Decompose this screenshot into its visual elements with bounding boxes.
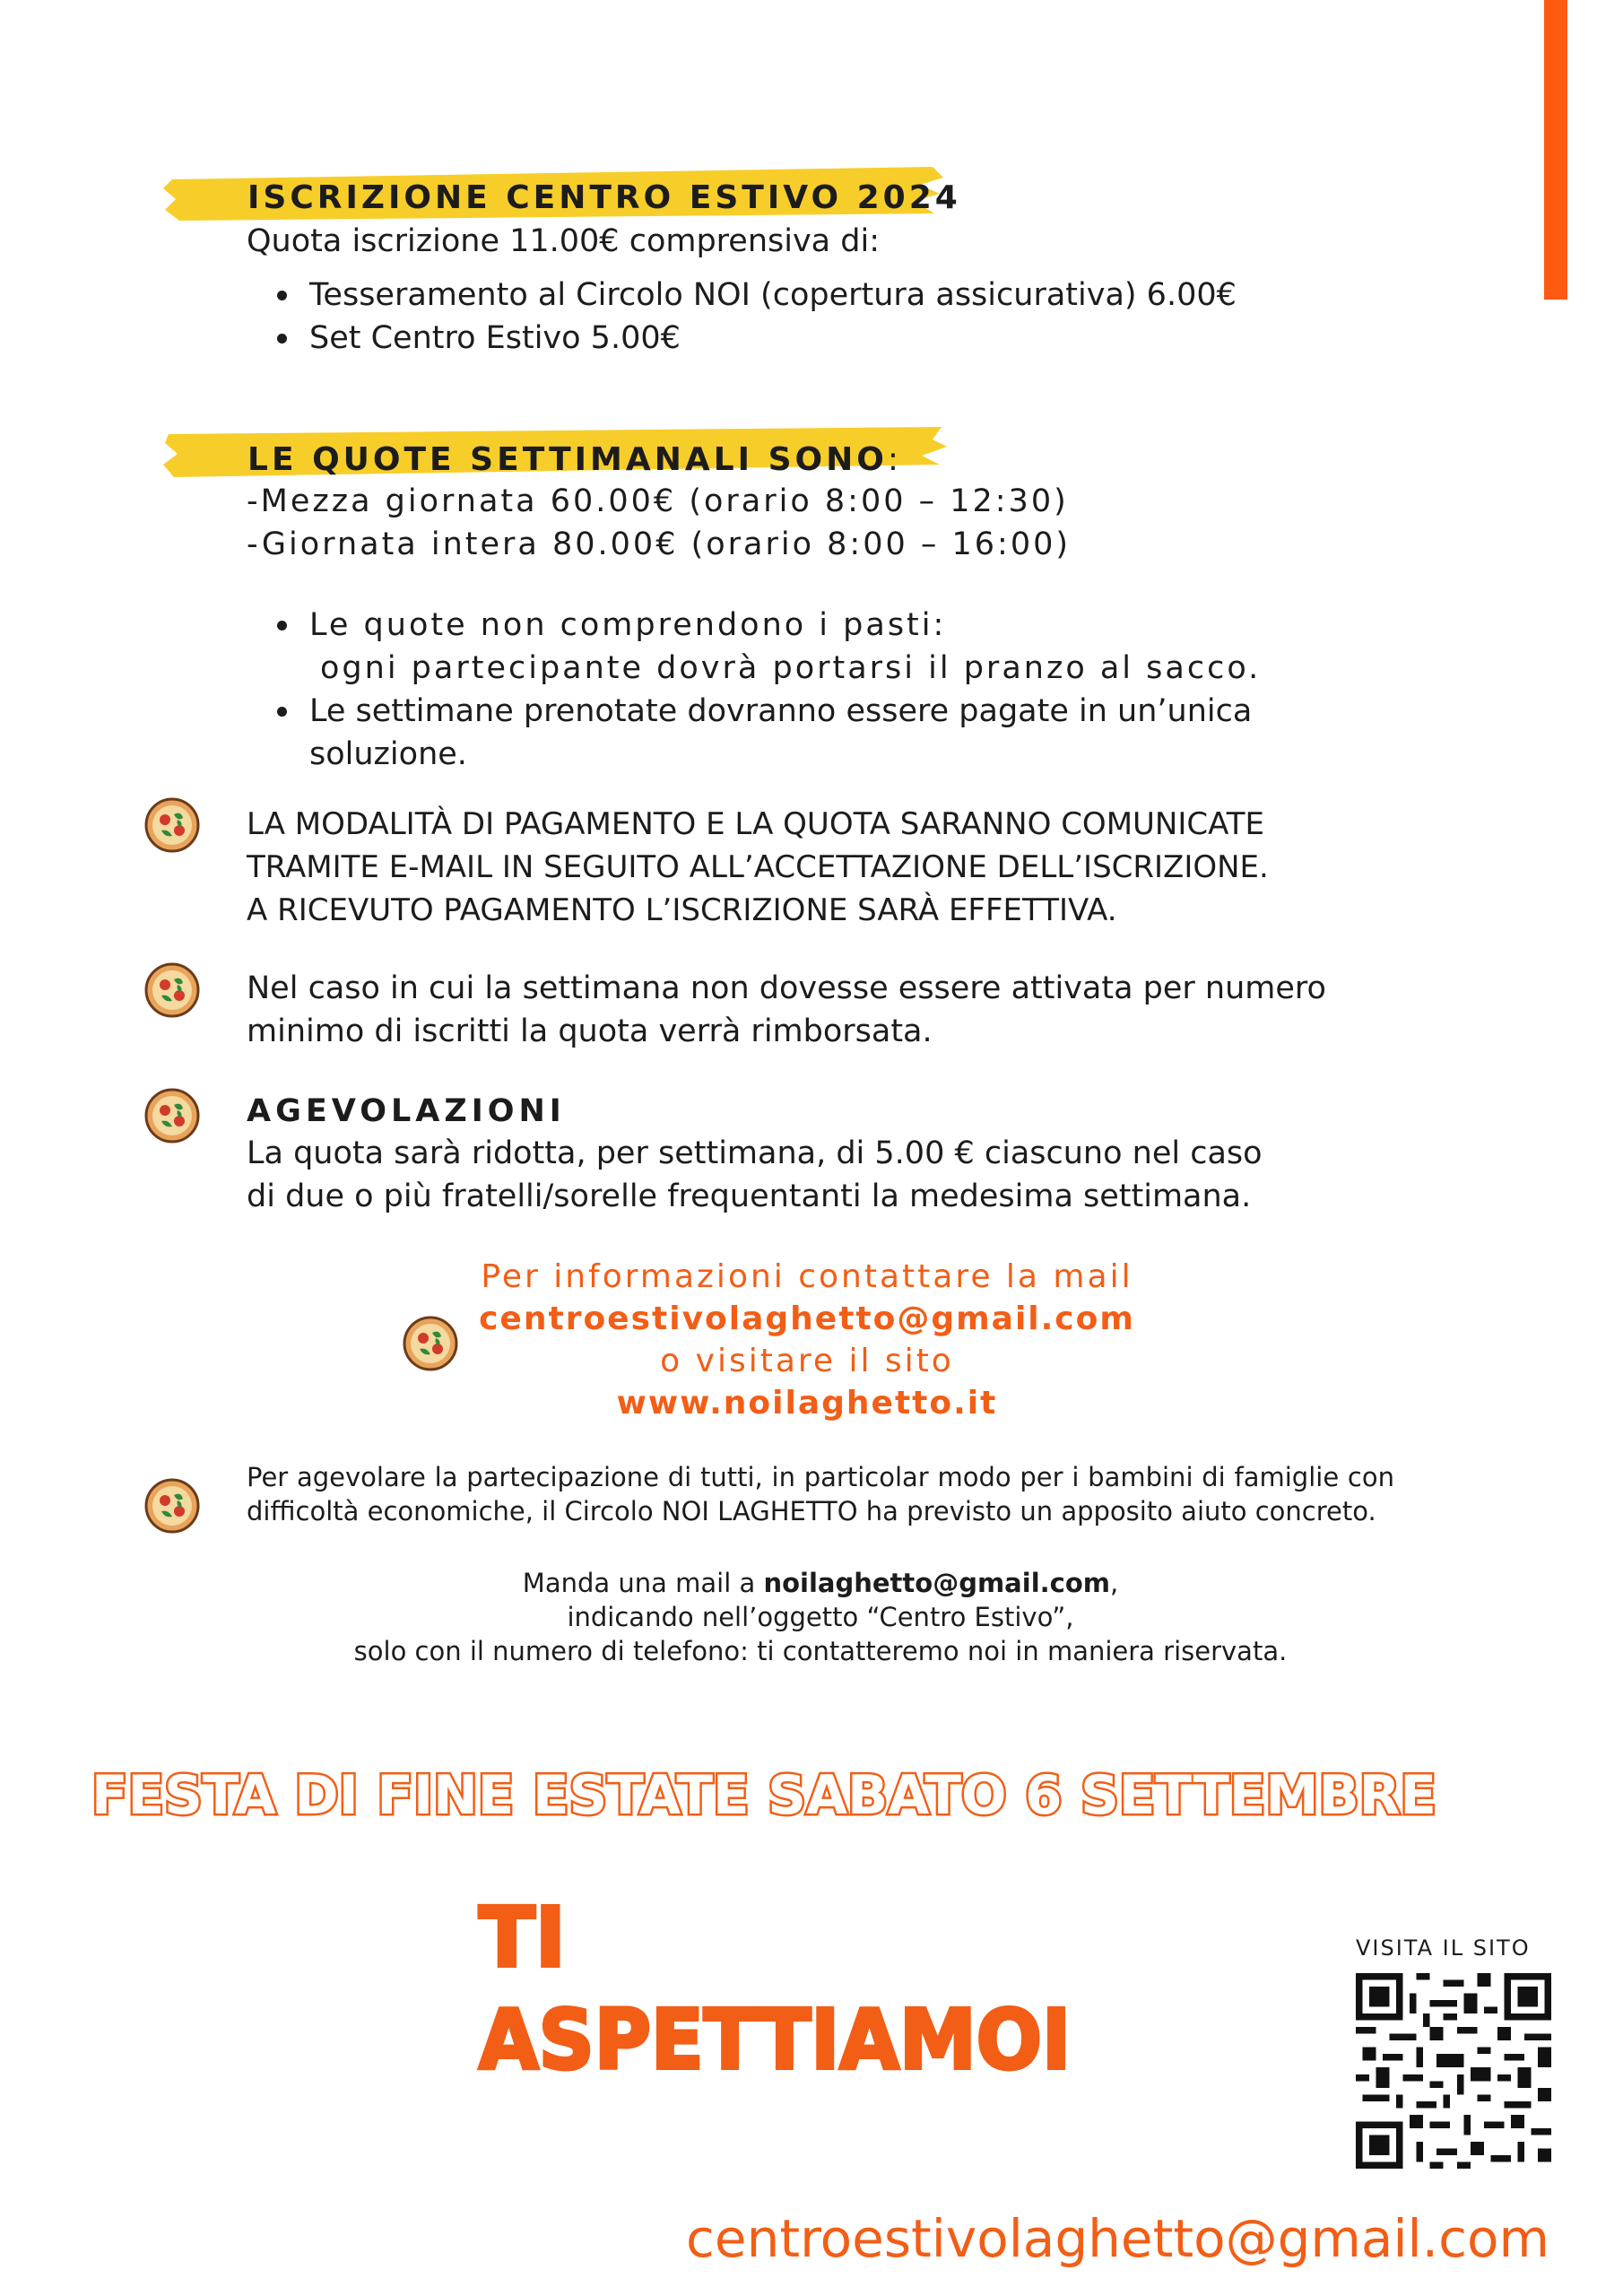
- registration-fee: Quota iscrizione 11.00€ comprensiva di:: [247, 223, 880, 259]
- list-item: Tesseramento al Circolo NOI (copertura assicurativa) 6.00€: [247, 274, 1237, 317]
- payment-line-1: LA MODALITÀ DI PAGAMENTO E LA QUOTA SARANNO COMUNICATE: [247, 806, 1264, 842]
- list-item: Set Centro Estivo 5.00€: [247, 317, 1237, 360]
- info-line-1: Per informazioni contattare la mail: [481, 1258, 1133, 1295]
- footer-email[interactable]: centroestivolaghetto@gmail.com: [686, 2208, 1549, 2269]
- bullet-icon: [277, 707, 287, 717]
- weekly-full-day: -Giornata intera 80.00€ (orario 8:00 – 16:00): [247, 526, 1072, 562]
- info-site[interactable]: www.noilaghetto.it: [616, 1385, 998, 1422]
- discounts-title: AGEVOLAZIONI: [247, 1093, 566, 1129]
- info-email[interactable]: centroestivolaghetto@gmail.com: [479, 1300, 1135, 1337]
- festa-headline: [81, 1758, 1462, 1830]
- discounts-line-1: La quota sarà ridotta, per settimana, di 5.00 € ciascuno nel caso: [247, 1135, 1263, 1171]
- pizza-icon: [143, 1087, 201, 1144]
- qr-label: VISITA IL SITO: [1356, 1935, 1531, 1961]
- list-item-continuation: soluzione.: [309, 736, 467, 772]
- weekly-half-day: -Mezza giornata 60.00€ (orario 8:00 – 12:30): [247, 483, 1069, 519]
- list-item: Le settimane prenotate dovranno essere pagate in un’unica: [247, 690, 1261, 733]
- weekly-notes: [247, 604, 1261, 776]
- support-mail-line: Manda una mail a noilaghetto@gmail.com,: [522, 1568, 1119, 1598]
- payment-line-2: TRAMITE E-MAIL IN SEGUITO ALL’ACCETTAZIONE DELL’ISCRIZIONE.: [247, 849, 1269, 885]
- qr-code-icon[interactable]: [1356, 1973, 1551, 2169]
- list-item: Le quote non comprendono i pasti:: [247, 604, 1261, 647]
- pizza-icon: [143, 796, 201, 854]
- support-phone-line: solo con il numero di telefono: ti contatteremo noi in maniera riservata.: [353, 1636, 1288, 1666]
- refund-line-2: minimo di iscritti la quota verrà rimborsata.: [247, 1013, 933, 1049]
- payment-line-3: A RICEVUTO PAGAMENTO L’ISCRIZIONE SARÀ EFFETTIVA.: [247, 892, 1117, 928]
- weekly-title: LE QUOTE SETTIMANALI SONO:: [247, 441, 902, 478]
- welcome-line-2: ASPETTIAMOI: [479, 1992, 1071, 2088]
- bullet-icon: [277, 291, 287, 300]
- festa-text: FESTA DI FINE ESTATE SABATO 6 SETTEMBRE: [91, 1764, 1436, 1827]
- support-subject-line: indicando nell’oggetto “Centro Estivo”,: [567, 1602, 1074, 1632]
- refund-line-1: Nel caso in cui la settimana non dovesse essere attivata per numero: [247, 970, 1326, 1006]
- pizza-icon: [143, 1477, 201, 1535]
- support-mail[interactable]: noilaghetto@gmail.com: [763, 1568, 1110, 1598]
- weekly-heading: [161, 420, 950, 484]
- welcome-headline: [473, 1892, 1101, 2108]
- list-item-continuation: ogni partecipante dovrà portarsi il pranzo al sacco.: [320, 650, 1262, 686]
- registration-title: ISCRIZIONE CENTRO ESTIVO 2024: [247, 179, 961, 216]
- info-line-3: o visitare il sito: [660, 1343, 954, 1379]
- accent-bar: [1544, 0, 1567, 300]
- registration-list: [247, 274, 1237, 360]
- bullet-icon: [277, 334, 287, 344]
- registration-heading: [161, 161, 961, 226]
- welcome-line-1: TI: [479, 1892, 566, 1986]
- bullet-icon: [277, 621, 287, 631]
- pizza-icon: [143, 961, 201, 1019]
- discounts-line-2: di due o più fratelli/sorelle frequentanti la medesima settimana.: [247, 1178, 1252, 1214]
- support-paragraph: Per agevolare la partecipazione di tutti, in particolar modo per i bambini di famiglie con difficoltà economiche, il Circolo NOI LAGHETTO ha previsto un apposito aiuto concreto.: [247, 1462, 1394, 1526]
